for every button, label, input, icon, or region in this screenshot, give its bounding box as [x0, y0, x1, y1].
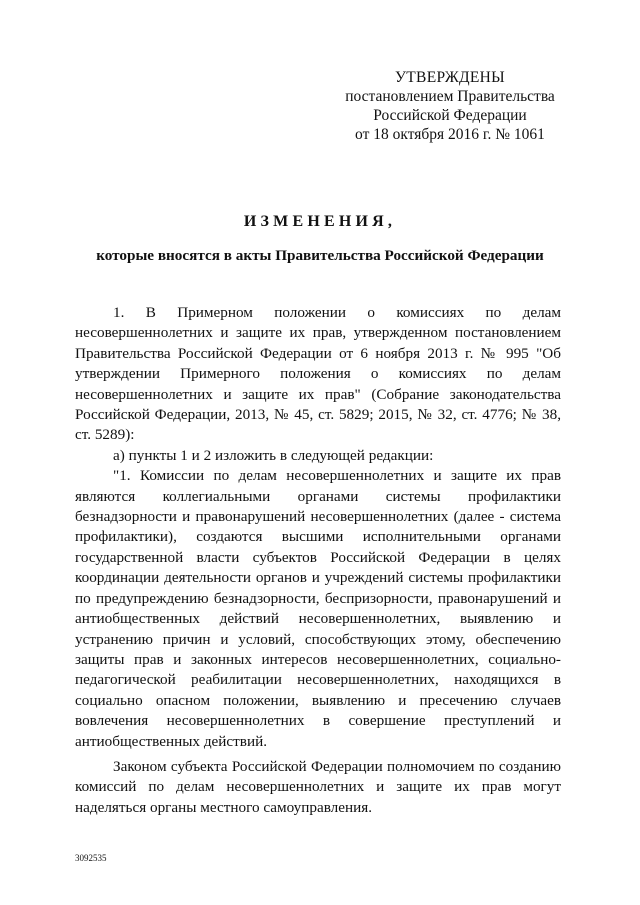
paragraph-3: "1. Комиссии по делам несовершеннолетних и защите их прав являются коллегиальными органами системы профилактики безнадзорности и правонарушений несовершеннолетних (далее - система профилактики), создаются высшими исполнительными органами государственной власти субъектов Российской Федерации в целях координации деятельности органов и учреждений системы профилактики по предупреждению безнадзорности, беспризорности, правонарушений и антиобщественных действий несовершеннолетних, выявлению и устранению причин и условий, способствующих этому, обеспечению защиты прав и законных интересов несовершеннолетних, социально-педагогической реабилитации несовершеннолетних, находящихся в социально опасном положении, выявлению и пресечению случаев вовлечения несовершеннолетних в совершение преступлений и антиобщественных действий.: [75, 467, 561, 750]
approval-stamp: [330, 68, 570, 144]
document-body: [75, 303, 561, 818]
document-code: 3092535: [75, 853, 107, 863]
approval-line-3: от 18 октября 2016 г. № 1061: [355, 126, 545, 143]
approval-heading: УТВЕРЖДЕНЫ: [395, 69, 505, 86]
document-title: ИЗМЕНЕНИЯ,: [243, 213, 397, 230]
approval-line-2: Российской Федерации: [373, 107, 527, 124]
paragraph-4: Законом субъекта Российской Федерации полномочием по созданию комиссий по делам несовершеннолетних и защите их прав могут наделяться органы местного самоуправления.: [75, 757, 561, 816]
paragraph-2: а) пункты 1 и 2 изложить в следующей редакции:: [113, 446, 434, 464]
approval-line-1: постановлением Правительства: [345, 88, 555, 105]
document-subtitle: которые вносятся в акты Правительства Российской Федерации: [96, 247, 544, 264]
paragraph-1: 1. В Примерном положении о комиссиях по делам несовершеннолетних и защите их прав, утвержденном постановлением Правительства Российской Федерации от 6 ноября 2013 г. № 995 "Об утверждении Примерного положения о комиссиях по делам несовершеннолетних и защите их прав" (Собрание законодательства Российской Федерации, 2013, № 45, ст. 5829; 2015, № 32, ст. 4776; № 38, ст. 5289):: [75, 304, 561, 444]
